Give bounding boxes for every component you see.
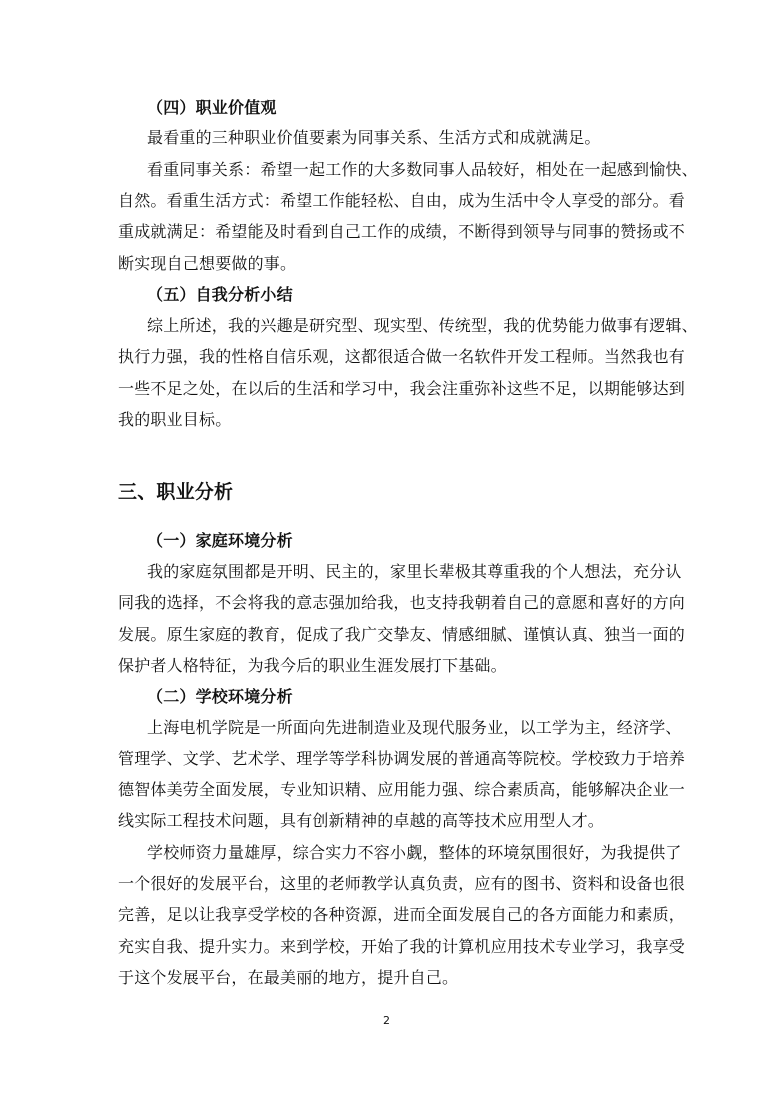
paragraph-line: 德智体美劳全面发展，专业知识精、应用能力强、综合素质高，能够解决企业一 [118, 780, 686, 799]
paragraph-line: 发展。原生家庭的教育，促成了我广交挚友、情感细腻、谨慎认真、独当一面的 [118, 625, 686, 644]
paragraph-line: 学校师资力量雄厚，综合实力不容小觑，整体的环境氛围很好，为我提供了 [147, 843, 682, 862]
paragraph-line: 充实自我、提升实力。来到学校，开始了我的计算机应用技术专业学习，我享受 [118, 937, 686, 956]
paragraph-line: 上海电机学院是一所面向先进制造业及现代服务业，以工学为主，经济学、 [147, 718, 682, 737]
paragraph-line: 保护者人格特征，为我今后的职业生涯发展打下基础。 [118, 656, 507, 675]
paragraph-line: 于这个发展平台，在最美丽的地方，提升自己。 [118, 968, 459, 987]
page-number: 2 [383, 1014, 391, 1027]
paragraph-line: 完善，足以让我享受学校的各种资源，进而全面发展自己的各方面能力和素质， [118, 905, 686, 924]
paragraph-line: 同我的选择，不会将我的意志强加给我，也支持我朝着自己的意愿和喜好的方向 [118, 593, 686, 612]
paragraph-line: 一个很好的发展平台，这里的老师教学认真负责，应有的图书、资料和设备也很 [118, 874, 686, 893]
section-heading-family: （一）家庭环境分析 [147, 531, 293, 550]
paragraph-line: 线实际工程技术问题，具有创新精神的卓越的高等技术应用型人才。 [118, 811, 605, 830]
paragraph-line: 重成就满足：希望能及时看到自己工作的成绩，不断得到领导与同事的赞扬或不 [118, 222, 686, 241]
paragraph-line: 断实现自己想要做的事。 [118, 254, 297, 273]
paragraph-line: 我的家庭氛围都是开明、民主的，家里长辈极其尊重我的个人想法，充分认 [147, 562, 682, 581]
section-heading-school: （二）学校环境分析 [147, 687, 293, 706]
paragraph-line: 管理学、文学、艺术学、理学等学科协调发展的普通高等院校。学校致力于培养 [118, 749, 686, 768]
paragraph-line: 我的职业目标。 [118, 410, 232, 429]
chapter-heading: 三、职业分析 [118, 481, 234, 503]
section-heading-values: （四）职业价值观 [147, 98, 277, 117]
paragraph-line: 综上所述，我的兴趣是研究型、现实型、传统型，我的优势能力做事有逻辑、 [147, 316, 698, 335]
paragraph-line: 执行力强，我的性格自信乐观，这都很适合做一名软件开发工程师。当然我也有 [118, 347, 686, 366]
paragraph-line: 一些不足之处，在以后的生活和学习中，我会注重弥补这些不足，以期能够达到 [118, 379, 686, 398]
section-heading-summary: （五）自我分析小结 [147, 285, 293, 304]
paragraph-line: 自然。看重生活方式：希望工作能轻松、自由，成为生活中令人享受的部分。看 [118, 191, 686, 210]
paragraph-line: 看重同事关系：希望一起工作的大多数同事人品较好，相处在一起感到愉快、 [147, 160, 698, 179]
paragraph-line: 最看重的三种职业价值要素为同事关系、生活方式和成就满足。 [147, 128, 601, 147]
